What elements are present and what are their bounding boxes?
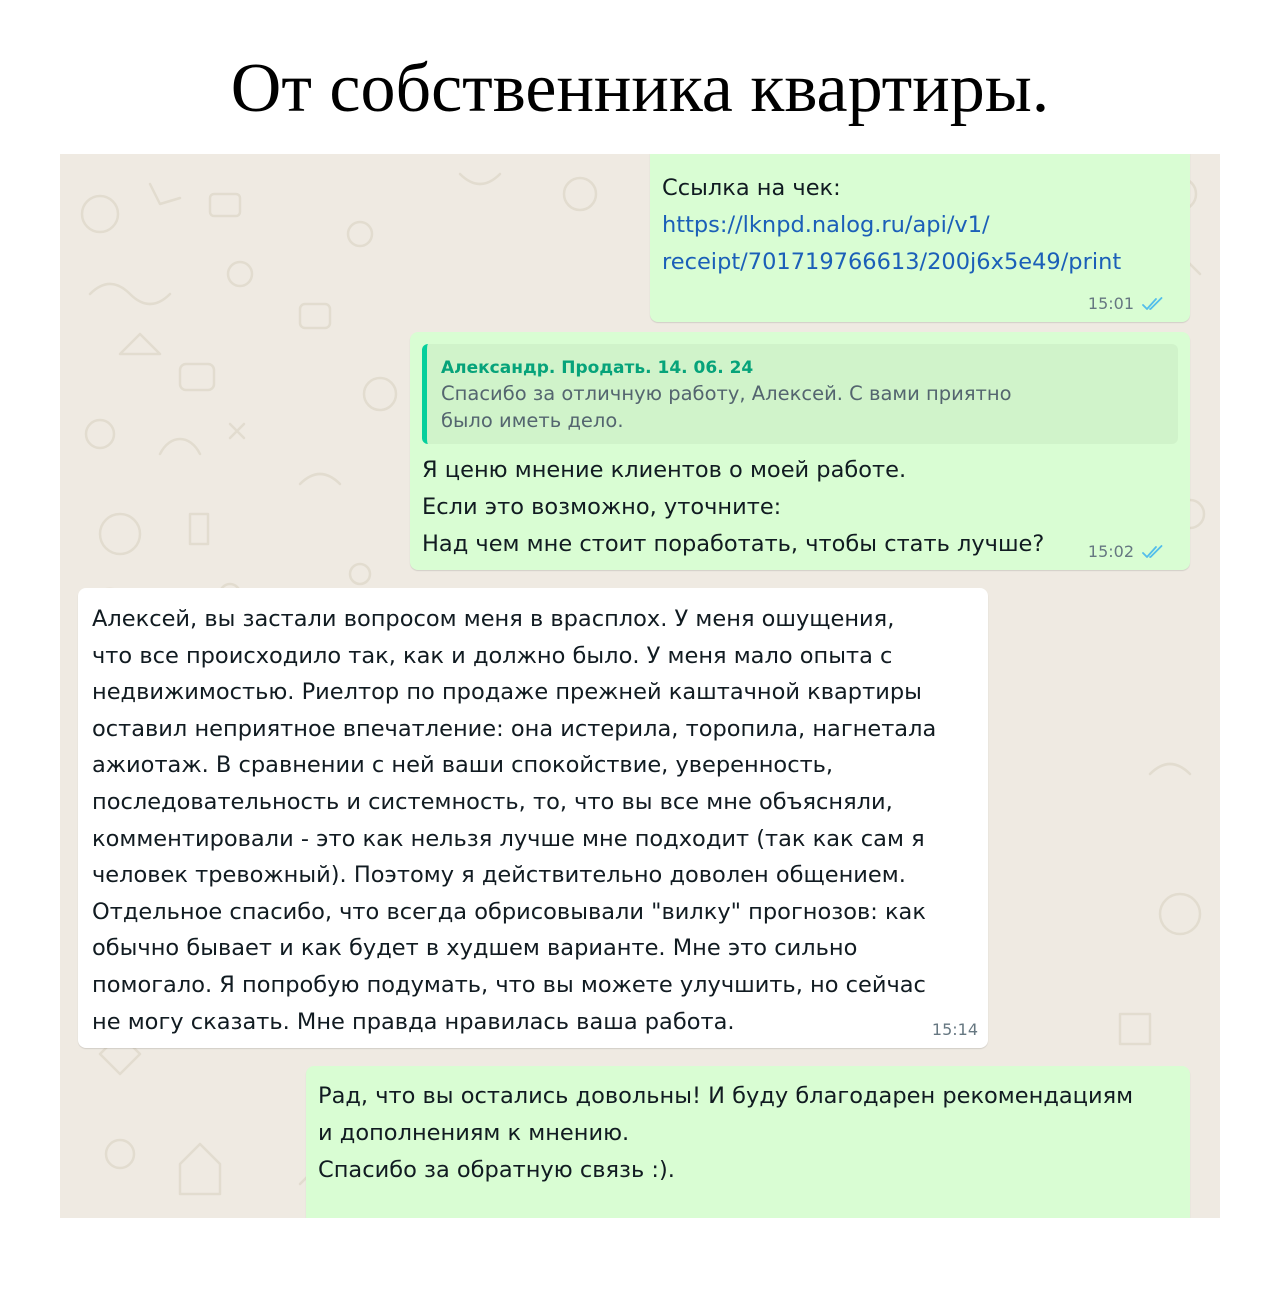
message-time: 15:14 [931, 1020, 978, 1039]
receipt-link[interactable]: https://lknpd.nalog.ru/api/v1/ [662, 212, 990, 238]
receipt-link[interactable]: receipt/701719766613/200j6x5e49/print [662, 249, 1122, 275]
message-text: недвижимостью. Риелтор по продаже прежней каштачной квартиры [92, 679, 922, 706]
message-text: Алексей, вы застали вопросом меня в врасплох. У меня ошущения, [92, 606, 895, 632]
page-title: От собственника квартиры. [230, 50, 1050, 127]
message-meta [932, 1020, 978, 1040]
quoted-message[interactable] [422, 344, 1178, 444]
message-text: помогало. Я попробую подумать, что вы можете улучшить, но сейчас [92, 971, 926, 998]
message-meta [1088, 542, 1164, 562]
message-text: не могу сказать. Мне правда нравилась ваша работа. [92, 1008, 735, 1035]
double-check-icon [1142, 545, 1164, 559]
message-time: 15:02 [1087, 542, 1134, 561]
message-text: Если это возможно, уточните: [422, 494, 782, 520]
message-text: Над чем мне стоит поработать, чтобы стать лучше? [422, 531, 1045, 557]
chat-area[interactable] [60, 154, 1220, 1218]
message-text: Спасибо за обратную связь :). [318, 1157, 675, 1183]
message-text: комментировали - это как нельзя лучше мне подходит (так как сам я [92, 825, 925, 852]
message-time: 15:01 [1087, 294, 1134, 313]
message-text: что все происходило так, как и должно было. У меня мало опыта с [92, 642, 893, 669]
message-meta [1088, 294, 1164, 314]
message-text: последовательность и системность, то, что вы все мне объясняли, [92, 788, 893, 815]
message-text: обычно бывает и как будет в худшем варианте. Мне это сильно [92, 935, 858, 962]
message-text: и дополнениям к мнению. [318, 1120, 630, 1146]
message-text: Отдельное спасибо, что всегда обрисовывали "вилку" прогнозов: как [92, 898, 926, 925]
quote-text-line: было иметь дело. [441, 409, 624, 432]
double-check-icon [1142, 297, 1164, 311]
message-text: ажиотаж. В сравнении с ней ваши спокойствие, уверенность, [92, 752, 834, 779]
message-text: оставил неприятное впечатление: она истерила, торопила, нагнетала [92, 715, 937, 742]
message-bubble-outgoing[interactable] [410, 332, 1190, 570]
quote-text-line: Спасибо за отличную работу, Алексей. С вами приятно [441, 382, 1012, 405]
message-text: человек тревожный). Поэтому я действительно доволен общением. [92, 862, 906, 889]
message-text: Рад, что вы остались довольны! И буду благодарен рекомендациям [318, 1083, 1134, 1109]
message-text: Я ценю мнение клиентов о моей работе. [422, 457, 907, 483]
message-bubble-incoming[interactable] [78, 588, 988, 1048]
message-text: Ссылка на чек: [662, 175, 841, 201]
message-bubble-outgoing[interactable] [306, 1066, 1190, 1218]
quote-author: Александр. Продать. 14. 06. 24 [441, 358, 754, 378]
message-bubble-outgoing[interactable] [650, 154, 1190, 322]
